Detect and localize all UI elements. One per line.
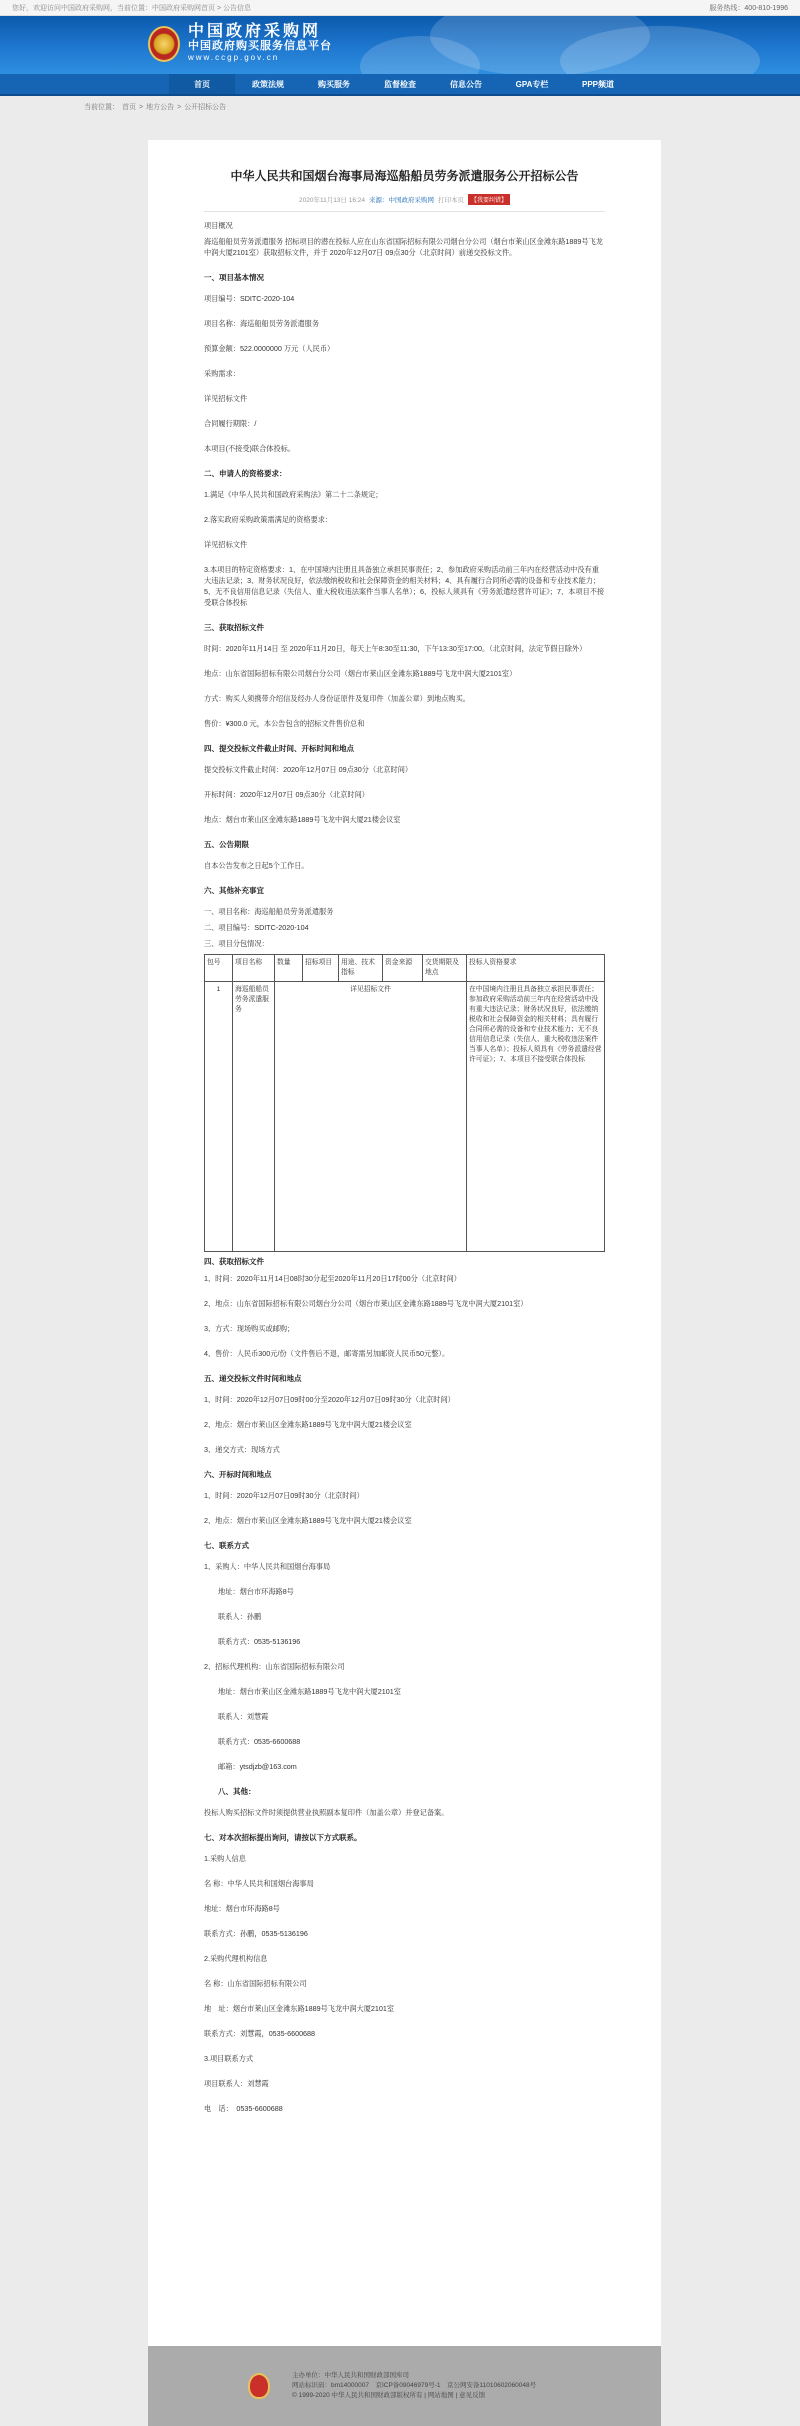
section-heading: 八、其他： [218, 1787, 256, 1796]
nav-gpa[interactable]: GPA专栏 [515, 79, 549, 89]
info-line: 1、时间：2020年12月07日09时00分至2020年12月07日09时30分（北京时间） [204, 1395, 455, 1404]
national-emblem-icon [148, 26, 180, 62]
info-line: 联系人：孙鹏 [218, 1612, 262, 1621]
info-line: 三、项目分包情况： [204, 939, 269, 948]
info-line: 2.采购代理机构信息 [204, 1954, 268, 1963]
info-line: 名 称：山东省国际招标有限公司 [204, 1979, 307, 1988]
section-heading: 四、提交投标文件截止时间、开标时间和地点 [204, 744, 354, 753]
hotline-text: 服务热线：400-810-1996 [709, 4, 788, 12]
intro-text: 海巡船船员劳务派遣服务 招标项目的潜在投标人应在山东省国际招标有限公司烟台分公司（烟台市莱山区金滩东路1889号飞龙中润大厦2101室）获取招标文件，并于 2020年12月07日 09点30分（北京时间）前递交投标文件。 [204, 237, 603, 257]
info-line: 2、招标代理机构：山东省国际招标有限公司 [204, 1662, 345, 1671]
info-line: 名 称：中华人民共和国烟台海事局 [204, 1879, 314, 1888]
info-line: 4、售价：人民币300元/份（文件售后不退，邮寄需另加邮资人民币50元整）。 [204, 1349, 450, 1358]
info-line: 本项目(不接受)联合体投标。 [204, 444, 296, 453]
source-link[interactable]: 来源：中国政府采购网 [369, 197, 434, 204]
table-header-row [205, 955, 605, 982]
info-line: 一、项目名称：海巡船船员劳务派遣服务 [204, 907, 334, 916]
info-line: 地址：烟台市莱山区金滩东路1889号飞龙中润大厦2101室 [218, 1687, 401, 1696]
info-line: 1、时间：2020年12月07日09时30分（北京时间） [204, 1491, 364, 1500]
info-line: 提交投标文件截止时间：2020年12月07日 09点30分（北京时间） [204, 765, 413, 774]
breadcrumb-label: 当前位置： [84, 104, 119, 111]
info-line: 售价：¥300.0 元，本公告包含的招标文件售价总和 [204, 719, 365, 728]
info-line: 1、采购人：中华人民共和国烟台海事局 [204, 1562, 331, 1571]
info-line: 3、方式：现场购买或邮购； [204, 1324, 295, 1333]
table-header: 招标项目 [303, 955, 339, 982]
section-heading: 五、递交投标文件时间和地点 [204, 1374, 302, 1383]
info-line: 时间：2020年11月14日 至 2020年11月20日，每天上午8:30至11:30，下午13:30至17:00。（北京时间，法定节假日除外） [204, 644, 587, 653]
info-line: 1.满足《中华人民共和国政府采购法》第二十二条规定； [204, 490, 383, 499]
info-line: 联系方式：刘慧霞，0535-6600688 [204, 2029, 316, 2038]
nav-policy[interactable]: 政策法规 [252, 79, 284, 89]
info-line: 项目编号：SDITC-2020-104 [204, 294, 295, 303]
nav-service[interactable]: 购买服务 [318, 79, 350, 89]
info-line: 详见招标文件 [204, 394, 248, 403]
table-cell-no: 1 [205, 982, 233, 1252]
footer-line: © 1999-2020 中华人民共和国财政部版权所有 | 网站地图 | 意见反馈 [292, 2392, 486, 2399]
section-heading: 一、项目基本情况 [204, 273, 264, 282]
section-heading: 五、公告期限 [204, 840, 249, 849]
info-line: 电 话： 0535-6600688 [204, 2104, 283, 2113]
welcome-text: 您好，欢迎访问中国政府采购网，当前位置：中国政府采购网首页 > 公告信息 [12, 4, 251, 12]
logo-subtitle: 中国政府购买服务信息平台 [188, 40, 332, 52]
info-line: 开标时间：2020年12月07日 09点30分（北京时间） [204, 790, 369, 799]
section-heading: 七、对本次招标提出询问，请按以下方式联系。 [204, 1833, 362, 1842]
nav-ppp[interactable]: PPP频道 [581, 79, 614, 89]
info-line: 方式：购买人须携带介绍信及经办人身份证原件及复印件（加盖公章）到地点购买。 [204, 694, 470, 703]
info-line: 地点：烟台市莱山区金滩东路1889号飞龙中润大厦21楼会议室 [204, 815, 401, 824]
info-line: 预算金额：522.0000000 万元（人民币） [204, 344, 335, 353]
notice-meta [204, 194, 605, 205]
info-line: 联系方式：0535-6600688 [218, 1737, 301, 1746]
info-line: 地址：烟台市环海路8号 [204, 1904, 280, 1913]
footer-line: 网站标识码：bm14000007 京ICP备09046979号-1 京公网安备11010602060048号 [292, 2382, 537, 2389]
section-heading: 七、联系方式 [204, 1541, 249, 1550]
page-title: 中华人民共和国烟台海事局海巡船船员劳务派遣服务公开招标公告 [230, 169, 579, 183]
footer-line: 主办单位：中华人民共和国财政部国库司 [292, 2372, 409, 2379]
info-line: 1.采购人信息 [204, 1854, 246, 1863]
nav-home[interactable]: 首页 [169, 74, 235, 94]
section-heading: 四、获取招标文件 [204, 1257, 264, 1266]
nav-notices[interactable]: 信息公告 [450, 79, 482, 89]
info-line: 邮箱：ytsdjzb@163.com [218, 1762, 297, 1771]
site-footer [148, 2346, 661, 2426]
table-row [205, 982, 605, 1252]
info-line: 1、时间：2020年11月14日08时30分起至2020年11月20日17时00分（北京时间） [204, 1274, 461, 1283]
error-report-button[interactable]: 【我要纠错】 [468, 194, 510, 205]
publish-date: 2020年11月13日 16:24 [298, 197, 365, 204]
info-line: 项目名称：海巡船船员劳务派遣服务 [204, 319, 320, 328]
info-line: 二、项目编号：SDITC-2020-104 [204, 923, 309, 932]
print-link[interactable]: 打印本页 [438, 197, 464, 204]
section-heading: 三、获取招标文件 [204, 623, 264, 632]
info-line: 2、地点：烟台市莱山区金滩东路1889号飞龙中润大厦21楼会议室 [204, 1516, 412, 1525]
table-header: 用途、技术指标 [339, 955, 383, 982]
table-cell-spec: 详见招标文件 [275, 982, 467, 1252]
party-emblem-icon [248, 2373, 270, 2399]
table-header: 投标人资格要求 [467, 955, 605, 982]
info-line: 联系人：刘慧霞 [218, 1712, 269, 1721]
breadcrumb-local[interactable]: 地方公告 [146, 104, 175, 111]
info-line: 地 址：烟台市莱山区金滩东路1889号飞龙中润大厦2101室 [204, 2004, 395, 2013]
info-line: 3、递交方式：现场方式 [204, 1445, 280, 1454]
package-table [204, 954, 605, 1252]
main-nav [0, 74, 800, 96]
info-line: 3.项目联系方式 [204, 2054, 254, 2063]
breadcrumb: 当前位置： 首页 > 地方公告 > 公开招标公告 [84, 103, 227, 111]
info-line: 地点：山东省国际招标有限公司烟台分公司（烟台市莱山区金滩东路1889号飞龙中润大厦2101室） [204, 669, 517, 678]
logo-url: www.ccgp.gov.cn [188, 53, 280, 62]
info-line: 2.落实政府采购政策需满足的资格要求： [204, 515, 333, 524]
info-line: 投标人购买招标文件时须提供营业执照副本复印件（加盖公章）并登记备案。 [204, 1808, 449, 1817]
section-heading: 六、开标时间和地点 [204, 1470, 272, 1479]
info-line: 详见招标文件 [204, 540, 248, 549]
info-line: 2、地点：山东省国际招标有限公司烟台分公司（烟台市莱山区金滩东路1889号飞龙中润大厦2101室） [204, 1299, 528, 1308]
section-heading: 二、申请人的资格要求： [204, 469, 287, 478]
table-cell-name: 海巡船船员劳务派遣服务 [233, 982, 275, 1252]
info-line: 2、地点：烟台市莱山区金滩东路1889号飞龙中润大厦21楼会议室 [204, 1420, 412, 1429]
notice-body [148, 140, 661, 2346]
table-header: 交货期限及地点 [423, 955, 467, 982]
breadcrumb-current[interactable]: 公开招标公告 [184, 104, 227, 111]
top-bar [0, 0, 800, 16]
site-banner [0, 16, 800, 74]
table-cell-requirements: 在中国境内注册且具备独立承担民事责任；参加政府采购活动前三年内在经营活动中没有重大违法记录；财务状况良好，依法缴纳税收和社会保障资金的相关材料；具有履行合同所必需的设备和专业技术能力；无不良信用信息记录（失信人、重大税收违法案件当事人名单）；投标人须具有《劳务派遣经营许可证》；7、本项目不接受联合体投标 [467, 982, 605, 1252]
breadcrumb-home[interactable]: 首页 [122, 104, 136, 111]
table-header: 数量 [275, 955, 303, 982]
nav-supervision[interactable]: 监督检查 [384, 79, 416, 89]
info-line: 3.本项目的特定资格要求：1、在中国境内注册且具备独立承担民事责任；2、参加政府采购活动前三年内在经营活动中没有重大违法记录；3、财务状况良好，依法缴纳税收和社会保障资金的相关材料；4、具有履行合同所必需的设备和专业技术能力；5、无不良信用信息记录（失信人、重大税收违法案件当事人名单）；6、投标人须具有《劳务派遣经营许可证》；7、本项目不接受联合体投标 [204, 565, 605, 607]
info-line: 自本公告发布之日起5个工作日。 [204, 861, 309, 870]
table-header: 资金来源 [383, 955, 423, 982]
info-line: 联系方式：孙鹏，0535-5136196 [204, 1929, 308, 1938]
info-line: 联系方式：0535-5136196 [218, 1637, 301, 1646]
table-header: 项目名称 [233, 955, 275, 982]
table-header: 包号 [205, 955, 233, 982]
info-line: 合同履行期限：/ [204, 419, 257, 428]
info-line: 采购需求： [204, 369, 240, 378]
info-line: 项目联系人：刘慧霞 [204, 2079, 269, 2088]
intro-label: 项目概况 [204, 221, 233, 230]
section-heading: 六、其他补充事宜 [204, 886, 264, 895]
site-logo[interactable] [148, 24, 332, 63]
info-line: 地址：烟台市环海路8号 [218, 1587, 294, 1596]
logo-title: 中国政府采购网 [188, 23, 322, 40]
